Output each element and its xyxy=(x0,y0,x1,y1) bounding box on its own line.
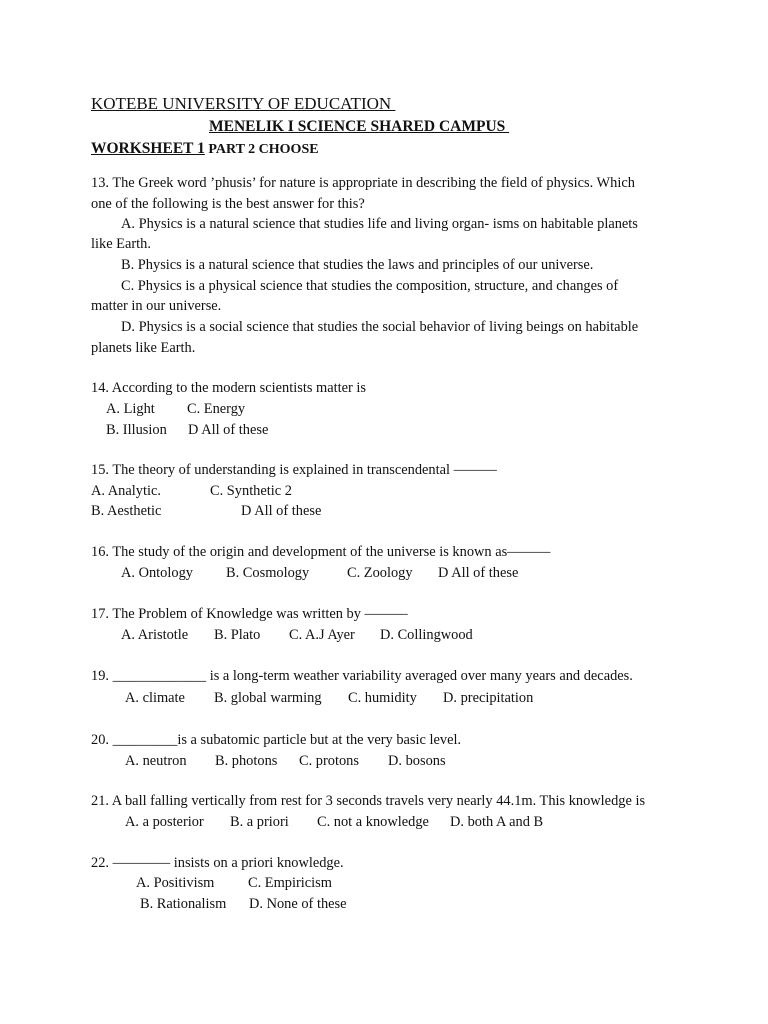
question-14-option-d: D All of these xyxy=(188,422,269,438)
question-13-stem-2: one of the following is the best answer for this? xyxy=(91,196,365,212)
question-17-option-b: B. Plato xyxy=(214,627,261,643)
question-21-option-a: A. a posterior xyxy=(125,814,204,830)
part-label: PART 2 CHOOSE xyxy=(204,142,319,157)
question-22-option-a: A. Positivism xyxy=(136,875,215,891)
question-14-option-a: A. Light xyxy=(106,401,155,417)
question-21-stem: 21. A ball falling vertically from rest for 3 seconds travels very nearly 44.1m. This knowledge is xyxy=(91,793,646,809)
question-20-option-c: C. protons xyxy=(299,753,359,769)
worksheet-label: WORKSHEET 1 xyxy=(91,140,205,157)
question-14-stem: 14. According to the modern scientists matter is xyxy=(91,380,366,396)
question-20-stem: 20. _________is a subatomic particle but at the very basic level. xyxy=(91,732,462,748)
question-21-option-b: B. a priori xyxy=(230,814,289,830)
question-17-option-d: D. Collingwood xyxy=(380,627,473,643)
question-13-option-d-1: D. Physics is a social science that studies the social behavior of living beings on habitable xyxy=(121,319,639,335)
question-20-option-d: D. bosons xyxy=(388,753,446,769)
question-13-option-c-2: matter in our universe. xyxy=(91,298,222,314)
worksheet-title xyxy=(91,140,319,158)
question-19-option-b: B. global warming xyxy=(214,690,322,706)
question-13-option-c-1: C. Physics is a physical science that studies the composition, structure, and changes of xyxy=(121,278,619,294)
question-14-option-c: C. Energy xyxy=(187,401,246,417)
question-16-option-c: C. Zoology xyxy=(347,565,413,581)
question-21-option-d: D. both A and B xyxy=(450,814,544,830)
question-17-option-a: A. Aristotle xyxy=(121,627,189,643)
question-13-option-a-2: like Earth. xyxy=(91,236,151,252)
question-16-option-d: D All of these xyxy=(438,565,519,581)
question-15-stem: 15. The theory of understanding is explained in transcendental ——— xyxy=(91,462,497,478)
question-16-option-a: A. Ontology xyxy=(121,565,193,581)
question-21-option-c: C. not a knowledge xyxy=(317,814,429,830)
question-19-option-c: C. humidity xyxy=(348,690,417,706)
question-17-option-c: C. A.J Ayer xyxy=(289,627,355,643)
question-19-option-a: A. climate xyxy=(125,690,185,706)
question-22-option-d: D. None of these xyxy=(249,896,347,912)
question-16-option-b: B. Cosmology xyxy=(226,565,310,581)
question-22-option-c: C. Empiricism xyxy=(248,875,332,891)
question-15-option-c: C. Synthetic 2 xyxy=(210,483,292,499)
question-13-stem-1: 13. The Greek word ’phusis’ for nature is appropriate in describing the field of physics. Which xyxy=(91,175,635,191)
question-19-stem: 19. _____________ is a long-term weather variability averaged over many years and decades. xyxy=(91,668,633,684)
question-16-stem: 16. The study of the origin and development of the universe is known as——— xyxy=(91,544,551,560)
question-13-option-d-2: planets like Earth. xyxy=(91,340,196,356)
question-20-option-a: A. neutron xyxy=(125,753,187,769)
question-13-option-b: B. Physics is a natural science that studies the laws and principles of our universe. xyxy=(121,257,594,273)
question-17-stem: 17. The Problem of Knowledge was written by ——— xyxy=(91,606,408,622)
question-19-option-d: D. precipitation xyxy=(443,690,534,706)
question-13-option-a-1: A. Physics is a natural science that studies life and living organ- isms on habitable planets xyxy=(121,216,638,232)
question-15-option-a: A. Analytic. xyxy=(91,483,161,499)
question-20-option-b: B. photons xyxy=(215,753,278,769)
university-title: KOTEBE UNIVERSITY OF EDUCATION xyxy=(91,94,396,113)
campus-title: MENELIK I SCIENCE SHARED CAMPUS xyxy=(209,118,510,135)
question-22-option-b: B. Rationalism xyxy=(140,896,227,912)
question-22-stem: 22. ———— insists on a priori knowledge. xyxy=(91,855,344,871)
question-15-option-b: B. Aesthetic xyxy=(91,503,162,519)
question-15-option-d: D All of these xyxy=(241,503,322,519)
question-14-option-b: B. Illusion xyxy=(106,422,167,438)
